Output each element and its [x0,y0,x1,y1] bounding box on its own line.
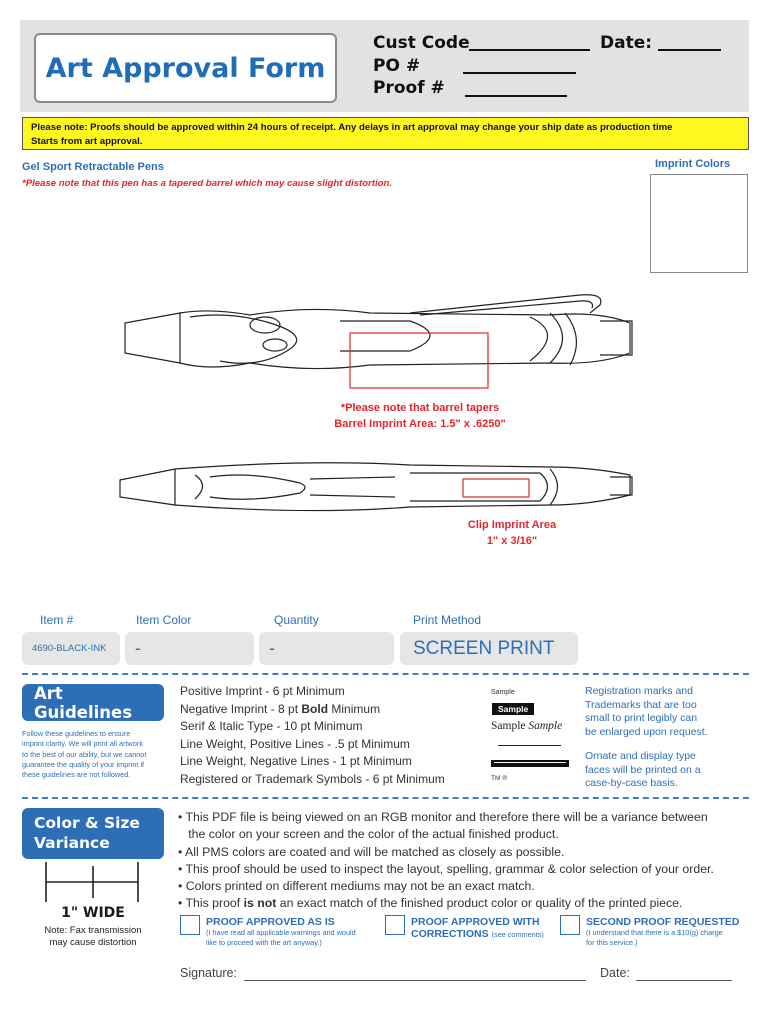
po-field[interactable] [463,72,576,74]
ornate-note [585,750,745,791]
imprint-colors-box[interactable] [650,174,748,273]
signature-date-label: Date: [600,966,630,980]
fax-note [22,925,164,949]
approve-with-corrections-checkbox[interactable] [385,915,405,935]
approve-as-is-checkbox[interactable] [180,915,200,935]
guideline-list [180,683,480,789]
cust-code-label: Cust Code [373,33,470,53]
signature-date-field[interactable] [636,980,732,981]
variance-bullet-last [178,895,748,912]
notice-line-2: Starts from art approval. [31,136,143,147]
product-name: Gel Sport Retractable Pens [22,161,164,173]
pen-clip-view-drawing [110,455,640,525]
registration-note [585,685,745,739]
second-proof-label [586,916,751,948]
imprint-colors-label: Imprint Colors [655,158,731,170]
print-method-label: Print Method [413,613,482,627]
second-proof-sub: (I understand that there is a $10(g) charge [586,928,723,937]
sample-serif-block [491,720,562,732]
po-label: PO # [373,56,421,76]
sample-negative-inner [494,762,566,763]
guideline-negative-lines: Line Weight, Negative Lines - 1 pt Minimum [180,754,412,769]
guidelines-follow-text [22,729,167,780]
clip-imprint-title: Clip Imprint Area [467,519,557,531]
item-color-field[interactable] [125,632,254,665]
item-color-value: - [135,638,141,658]
variance-title-line-2: Variance [34,834,110,852]
guideline-serif: Serif & Italic Type - 10 pt Minimum [180,719,363,734]
approve-as-is-title: PROOF APPROVED AS IS [206,916,335,928]
registration-line: small to print legibly can [585,712,698,724]
color-size-variance-heading [22,808,164,859]
approve-with-corrections-label [411,916,571,940]
corrections-title-1: PROOF APPROVED WITH [411,916,540,928]
variance-bullet: • This PDF file is being viewed on an RGB monitor and therefore there will be a variance between [178,810,708,824]
barrel-imprint-area [350,333,488,388]
print-method-value: SCREEN PRINT [413,637,555,659]
last-suffix: an exact match of the finished product color or quality of the printed piece. [276,896,683,911]
sample-serif: Sample [491,720,526,732]
corrections-title-2: CORRECTIONS [411,928,489,940]
approve-as-is-sub: like to proceed with the art anyway.) [206,938,322,947]
variance-bullet: • All PMS colors are coated and will be matched as closely as possible. [178,844,565,859]
variance-bullet: • Colors printed on different mediums may not be an exact match. [178,879,535,894]
follow-text-line: guarantee the quality of your imprint if [22,759,145,769]
taper-note: *Please note that this pen has a tapered barrel which may cause slight distortion. [22,178,392,189]
date-label: Date: [600,33,653,53]
registration-line: Trademarks that are too [585,698,697,711]
follow-text-line: to the best of our ability, but we cannot [22,749,147,759]
second-proof-title: SECOND PROOF REQUESTED [586,916,740,928]
form-title: Art Approval Form [45,52,326,84]
clip-imprint-area [463,479,529,497]
ornate-line: Ornate and display type [585,750,696,762]
variance-title-line-1: Color & Size [34,814,140,832]
guideline-trademark: Registered or Trademark Symbols - 6 pt Minimum [180,771,445,786]
fax-note-line-2: may cause distortion [49,937,137,948]
print-method-field[interactable] [400,632,578,665]
clip-note-block [412,517,612,549]
item-number-label: Item # [40,613,74,627]
item-number-value: 4690-BLACK-INK [32,643,107,654]
item-color-label: Item Color [136,613,192,627]
approve-as-is-sub: (I have read all applicable warnings and would [206,928,356,937]
item-number-field[interactable] [22,632,120,665]
variance-bullet: • This proof should be used to inspect the layout, spelling, grammar & color selection of your order. [178,861,714,876]
one-inch-width-diagram [44,862,140,904]
barrel-note-block [300,400,540,432]
form-title-box [34,33,337,103]
negative-suffix: Minimum [328,701,381,716]
ornate-line: case-by-case basis. [585,777,678,789]
approve-as-is-label [206,916,381,948]
art-guidelines-heading: Art Guidelines [22,684,164,721]
barrel-taper-note: *Please note that barrel tapers [340,402,500,414]
guideline-negative [180,701,480,719]
second-proof-sub: for this service.) [586,938,638,947]
follow-text-line: these guidelines are not followed. [22,770,131,780]
date-field[interactable] [658,49,721,51]
sample-thin-line [498,745,561,746]
variance-bullet: the color on your screen and the color of the actual finished product. [178,827,559,842]
proof-label: Proof # [373,78,445,98]
quantity-field[interactable] [259,632,394,665]
second-proof-checkbox[interactable] [560,915,580,935]
sample-inverse: Sample [492,703,534,715]
divider-2 [22,797,749,799]
proof-field[interactable] [465,95,567,97]
one-inch-wide-label: 1" WIDE [61,905,125,921]
fax-note-line-1: Note: Fax transmission [44,925,142,936]
sample-italic: Sample [528,720,563,732]
last-bold: is not [243,896,277,911]
registration-line: Registration marks and [585,685,693,697]
sample-small: Sample [491,689,515,696]
guideline-positive: Positive Imprint - 6 pt Minimum [180,684,345,698]
sample-tm-symbols: TM ® [491,775,507,782]
follow-text-line: imprint clarity. We will print all artwork [22,739,143,749]
negative-bold: Bold [301,701,329,716]
guideline-positive-lines: Line Weight, Positive Lines - .5 pt Minimum [180,736,410,751]
signature-field[interactable] [244,980,586,981]
negative-prefix: Negative Imprint - 8 pt [180,701,302,716]
quantity-label: Quantity [274,613,319,627]
cust-code-field[interactable] [469,49,590,51]
registration-line: be enlarged upon request. [585,725,708,738]
corrections-sub: (see comments) [491,930,544,939]
follow-text-line: Follow these guidelines to ensure [22,729,131,738]
ornate-line: faces will be printed on a [585,763,701,776]
clip-imprint-size: 1" x 3/16" [486,535,538,547]
pen-side-view-drawing [110,283,640,398]
last-prefix: • This proof [178,896,244,911]
divider-1 [22,673,749,675]
quantity-value: - [269,638,275,658]
approval-notice [22,117,749,150]
variance-bullet-list [178,809,748,913]
signature-label: Signature: [180,966,237,980]
notice-line-1: Please note: Proofs should be approved within 24 hours of receipt. Any delays in art approval may change your ship date as production time [31,122,673,133]
barrel-imprint-size: Barrel Imprint Area: 1.5" x .6250" [334,418,506,430]
